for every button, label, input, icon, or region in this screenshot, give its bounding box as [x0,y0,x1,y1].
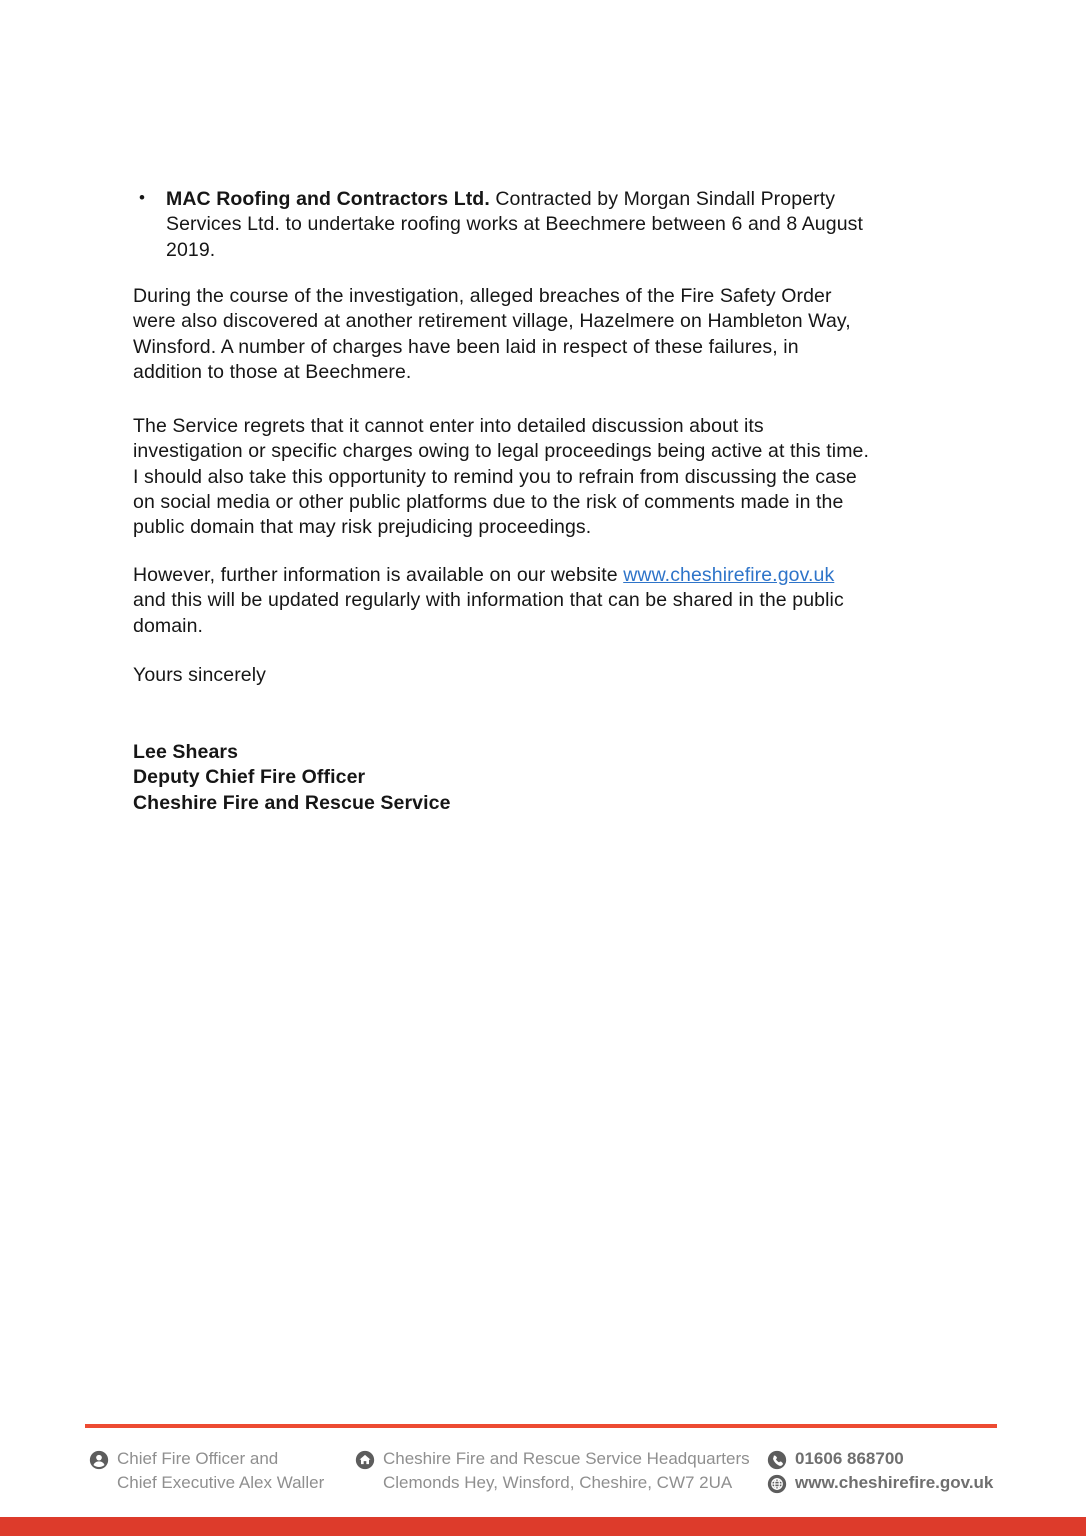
footer-headquarters-column [355,1447,750,1495]
officer-line-2: Chief Executive Alex Waller [117,1473,325,1492]
person-icon [89,1450,109,1470]
page-footer [0,1447,1086,1507]
paragraph-legal-proceedings [133,414,963,540]
footer-officer-column [89,1447,324,1495]
paragraph-line: on social media or other public platforms due to the risk of comments made in the [133,490,844,513]
bullet-marker: • [139,188,146,207]
bullet-line-1 [166,187,963,212]
signature-block [133,740,963,816]
paragraph-line: domain. [133,614,204,637]
paragraph-line: I should also take this opportunity to remind you to refrain from discussing the case [133,465,857,488]
home-icon [355,1450,375,1470]
paragraph-website [133,563,963,639]
bullet-bold-lead: MAC Roofing and Contractors Ltd. [166,188,490,210]
paragraph-line: addition to those at Beechmere. [133,360,412,383]
paragraph-line: and this will be updated regularly with information that can be shared in the public [133,589,844,612]
paragraph-line: were also discovered at another retirement village, Hazelmere on Hambleton Way, [133,310,851,333]
paragraph-investigation [133,284,963,385]
headquarters-line-1: Cheshire Fire and Rescue Service Headquarters [383,1449,750,1468]
closing-salutation: Yours sincerely [133,664,267,686]
headquarters-line-2: Clemonds Hey, Winsford, Cheshire, CW7 2UA [383,1473,733,1492]
bullet-item [133,187,963,263]
bullet-line-3: 2019. [166,238,216,261]
officer-line-1: Chief Fire Officer and [117,1449,279,1468]
paragraph-line: Winsford. A number of charges have been laid in respect of these failures, in [133,335,799,358]
signatory-organisation: Cheshire Fire and Rescue Service [133,791,451,814]
website-line-text: However, further information is available on our website [133,564,624,586]
signatory-name: Lee Shears [133,741,239,763]
paragraph-line: During the course of the investigation, alleged breaches of the Fire Safety Order [133,285,832,307]
phone-number: 01606 868700 [795,1449,904,1468]
footer-divider [85,1424,997,1428]
paragraph-line: The Service regrets that it cannot enter into detailed discussion about its [133,415,764,437]
footer-website: www.cheshirefire.gov.uk [795,1473,994,1492]
footer-contact-column [767,1447,993,1495]
paragraph-line: investigation or specific charges owing to legal proceedings being active at this time. [133,440,870,463]
paragraph-line [133,563,963,588]
bullet-line-2: Services Ltd. to undertake roofing works at Beechmere between 6 and 8 August [166,213,864,236]
globe-icon [767,1474,787,1494]
signatory-title: Deputy Chief Fire Officer [133,766,366,789]
phone-icon [767,1450,787,1470]
bullet-line-1-rest: Contracted by Morgan Sindall Property [489,188,836,210]
cheshirefire-link[interactable]: www.cheshirefire.gov.uk [623,564,835,586]
page-bottom-bar [0,1517,1086,1536]
paragraph-line: public domain that may risk prejudicing proceedings. [133,516,592,539]
